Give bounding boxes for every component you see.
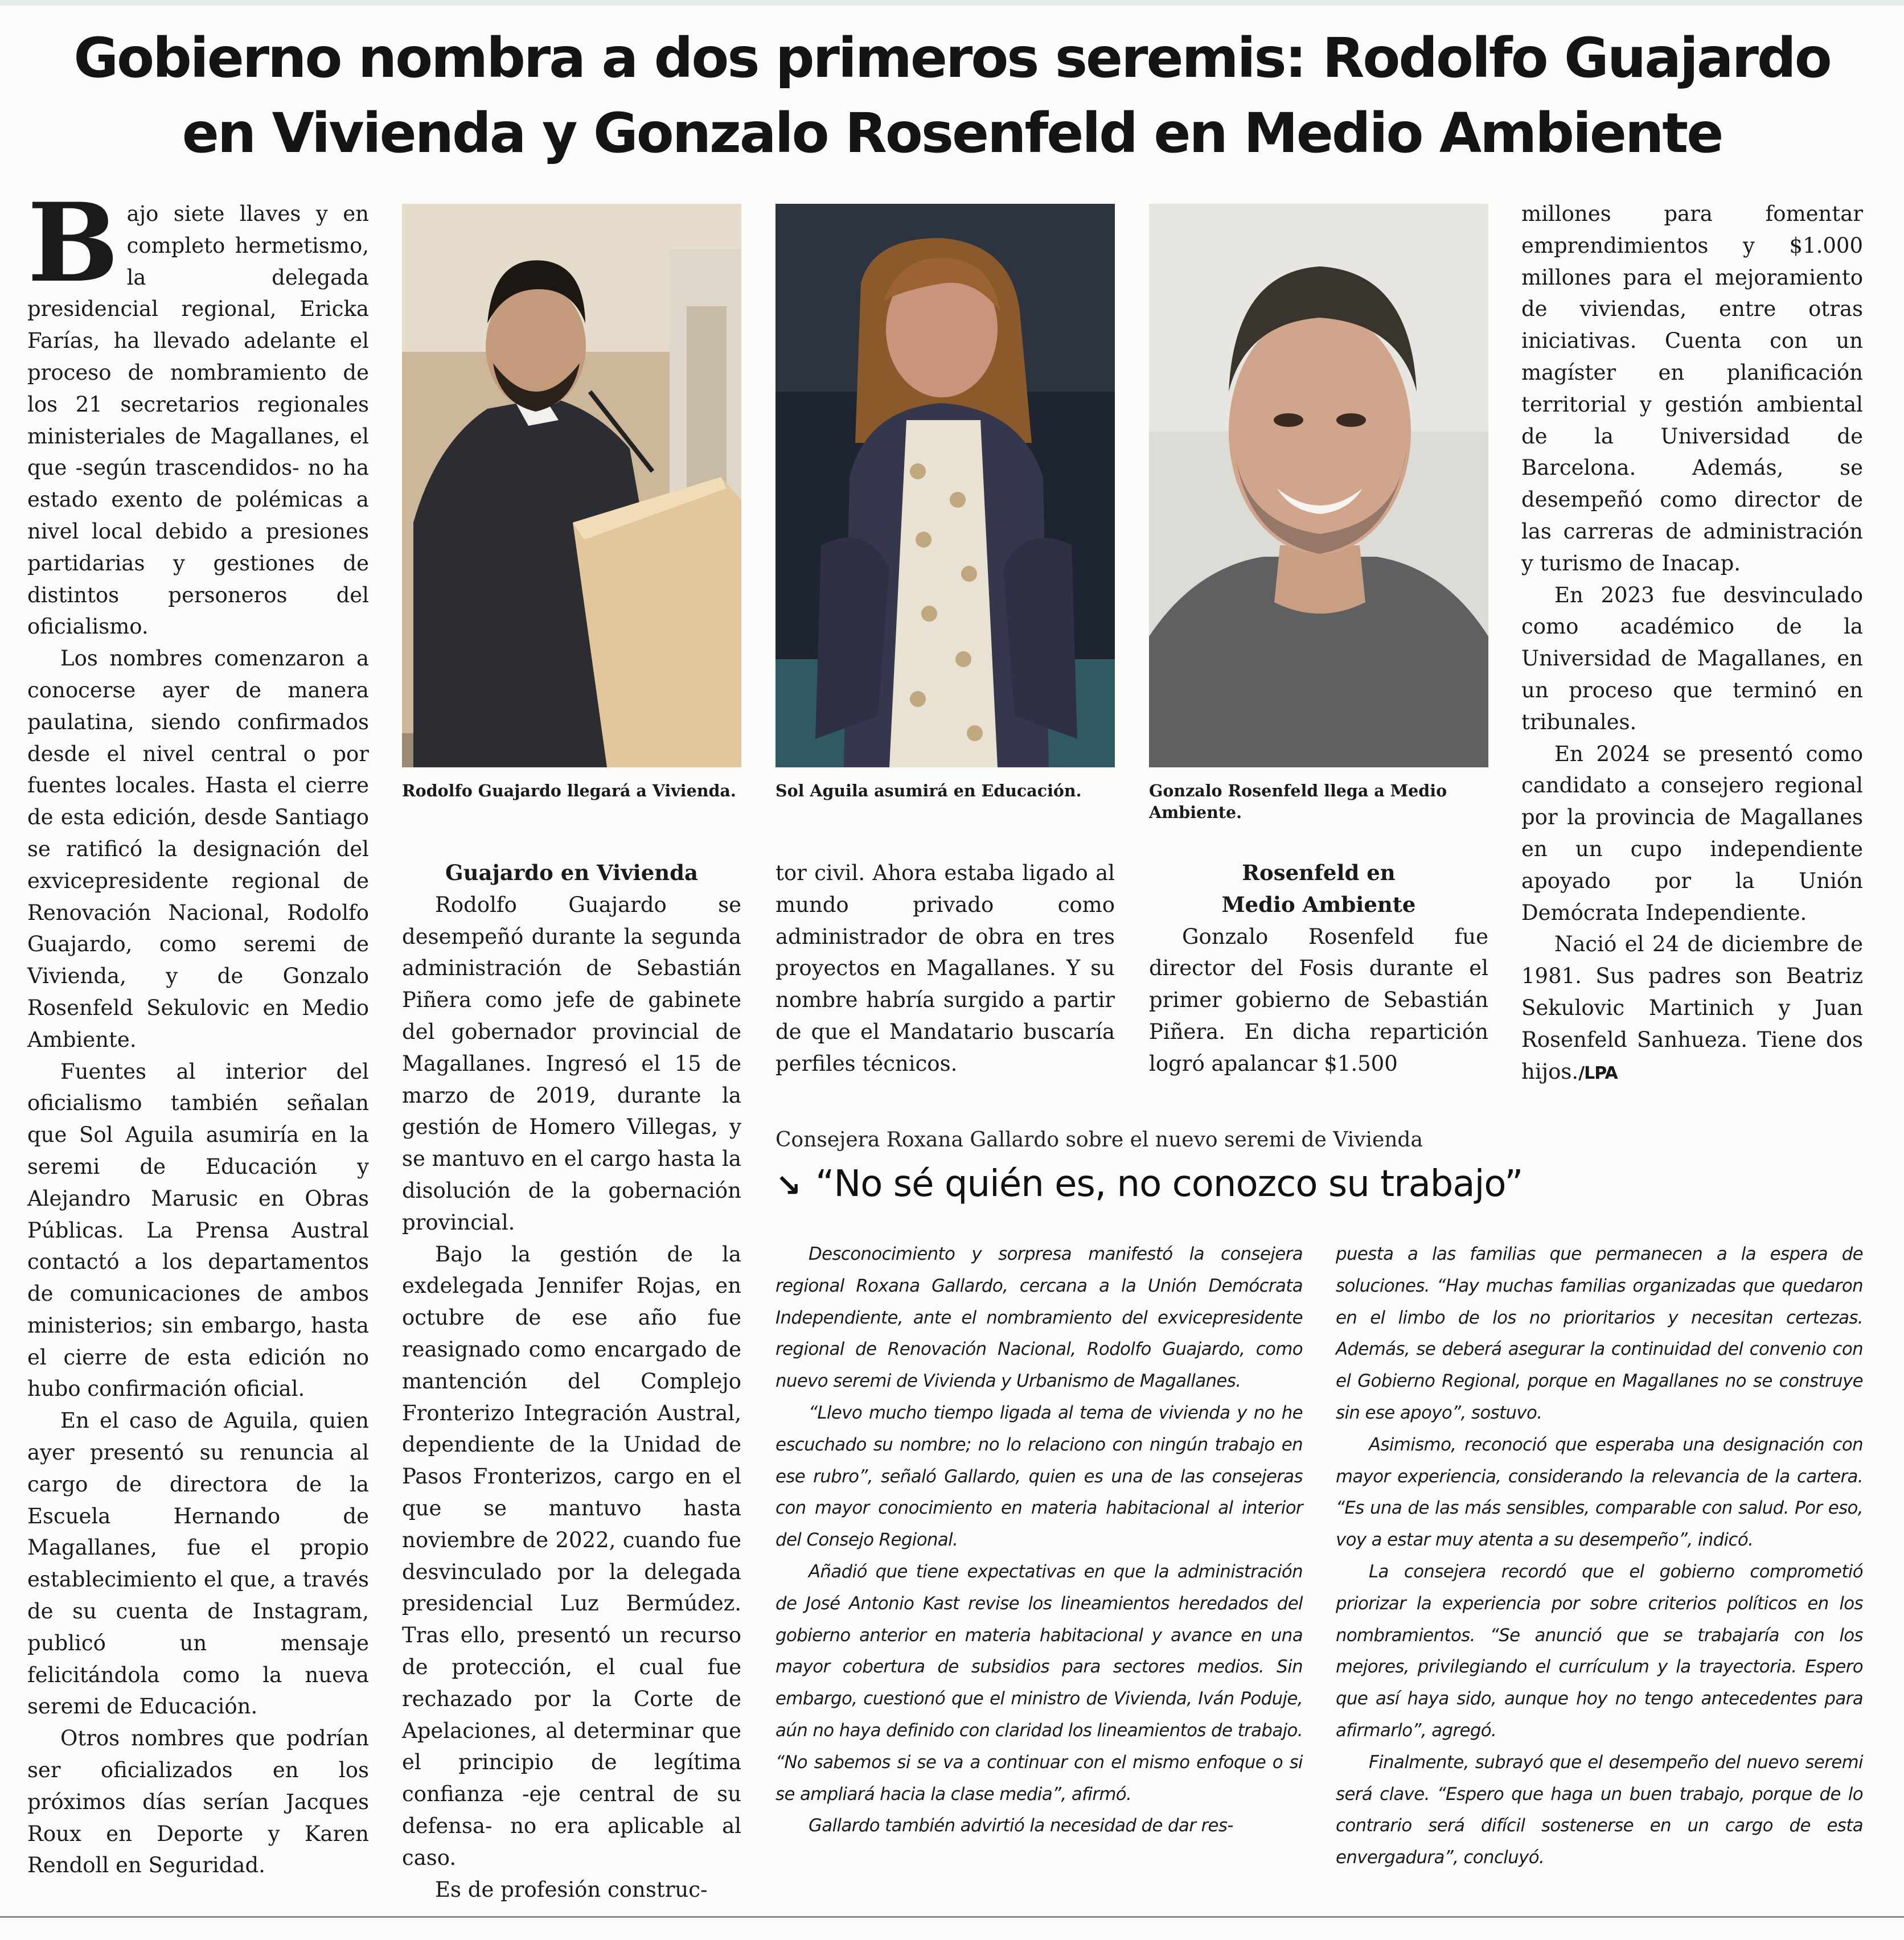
paragraph: En 2023 fue desvinculado como académico de la Universidad de Magallanes, en un proceso que terminó en tribunales. [1521, 582, 1863, 734]
subhead-guajardo: Guajardo en Vivienda [445, 860, 699, 885]
lead-paragraph: Bajo siete llaves y en completo hermetismo, la delegada presidencial regional, Ericka Farías, ha llevado adelante el proceso de nombramiento de los 21 secretarios regionales ministeriales de Magallanes, el que -según trascendidos- no ha estado exento de polémicas a nivel local debido a presiones partidarias y gestiones de distintos personeros del oficialismo. [27, 179, 369, 639]
paragraph: Añadió que tiene expectativas en que la administración de José Antonio Kast revise los lineamientos heredados del gobierno anterior en materia habitacional y avance en una mayor cobertura de subsidios para sectores medios. Sin embargo, cuestionó que el ministro de Vivienda, Iván Poduje, aún no haya definido con claridad los lineamientos de trabajo. “No sabemos si se va a continuar con el mismo enfoque o si se ampliará hacia la clase media”, afirmó. [775, 1561, 1303, 1805]
sidebar-kicker: Consejera Roxana Gallardo sobre el nuevo seremi de Vivienda [775, 1128, 1423, 1152]
paragraph: Los nombres comenzaron a conocerse ayer de manera paulatina, siendo confirmados desde el nivel central o por fuentes locales. Hasta el cierre de esta edición, desde Santiago se ratificó la designación del exvicepresidente regional de Renovación Nacional, Rodolfo Guajardo, como seremi de Vivienda, y de Gonzalo Rosenfeld Sekulovic en Medio Ambiente. [27, 646, 369, 1052]
paragraph: puesta a las familias que permanecen a la espera de soluciones. “Hay muchas familias organizadas que quedaron en el limbo de los no prioritarios y necesitan certezas. Además, se deberá asegurar la continuidad del convenio con el Gobierno Regional, porque en Magallanes no se construye sin ese apoyo”, sostuvo. [1336, 1244, 1863, 1423]
photo-rosenfeld [1149, 204, 1488, 767]
sidebar-column-left [775, 1239, 1303, 1842]
article-column-4 [1149, 857, 1488, 1080]
top-color-band [0, 0, 1904, 6]
paragraph: Es de profesión construc- [435, 1877, 708, 1902]
photo-guajardo [402, 204, 741, 767]
photo-aguila [775, 204, 1115, 767]
sidebar-quote-headline: ↘ “No sé quién es, no conozco su trabajo” [775, 1163, 1523, 1205]
paragraph: En 2024 se presentó como candidato a consejero regional por la provincia de Magallanes en un cupo independiente apoyado por la Unión Demócrata Independiente. [1521, 741, 1863, 925]
paragraph: Rodolfo Guajardo se desempeñó durante la segunda administración de Sebastián Piñera como jefe de gabinete del gobernador provincial de Magallanes. Ingresó el 15 de marzo de 2019, durante la gestión de Homero Villegas, y se mantuvo en el cargo hasta la disolución de la gobernación provincial. [402, 892, 741, 1235]
caption-aguila: Sol Aguila asumirá en Educación. [775, 781, 1082, 800]
headline-line-2: en Vivienda y Gonzalo Rosenfeld en Medio Ambiente [182, 101, 1722, 165]
paragraph: tor civil. Ahora estaba ligado al mundo privado como administrador de obra en tres proyectos en Magallanes. Y su nombre habría surgido a partir de que el Mandatario buscaría perfiles técnicos. [775, 861, 1115, 1076]
sidebar-column-right [1336, 1239, 1863, 1874]
paragraph: millones para fomentar emprendimientos y $1.000 millones para el mejoramiento de viviendas, entre otras iniciativas. Cuenta con un magíster en planificación territorial y gestión ambiental de la Universidad de Barcelona. Además, se desempeñó como director de las carreras de administración y turismo de Inacap. [1521, 202, 1863, 576]
article-column-5 [1521, 198, 1863, 1089]
drop-cap: B [27, 179, 119, 306]
caption-rosenfeld: Gonzalo Rosenfeld llega a Medio Ambiente. [1149, 781, 1447, 822]
article-column-1 [27, 179, 369, 1881]
headline-line-1: Gobierno nombra a dos primeros seremis: Rodolfo Guajardo [73, 26, 1831, 90]
paragraph: Nació el 24 de diciembre de 1981. Sus padres son Beatriz Sekulovic Martinich y Juan Rosenfeld Sanhueza. Tiene dos hijos./LPA [1521, 932, 1863, 1084]
paragraph: Gallardo también advirtió la necesidad de dar res- [809, 1815, 1233, 1836]
paragraph: Gonzalo Rosenfeld fue director del Fosis durante el primer gobierno de Sebastián Piñera. En dicha repartición logró apalancar $1.500 [1149, 924, 1488, 1076]
paragraph: Desconocimiento y sorpresa manifestó la consejera regional Roxana Gallardo, cercana a la Unión Demócrata Independiente, ante el nombramiento del exvicepresidente regional de Renovación Nacional, Rodolfo Guajardo, como nuevo seremi de Vivienda y Urbanismo de Magallanes. [775, 1244, 1303, 1392]
arrow-icon: ↘ [775, 1168, 801, 1203]
caption-guajardo: Rodolfo Guajardo llegará a Vivienda. [402, 781, 736, 800]
paragraph: En el caso de Aguila, quien ayer presentó su renuncia al cargo de directora de la Escuela Hernando de Magallanes, fue el propio establecimiento el que, a través de su cuenta de Instagram, publicó un mensaje felicitándola como la nueva seremi de Educación. [27, 1408, 369, 1719]
paragraph: Otros nombres que podrían ser oficializados en los próximos días serían Jacques Roux en Deporte y Karen Rendoll en Seguridad. [27, 1726, 369, 1878]
paragraph: Finalmente, subrayó que el desempeño del nuevo seremi será clave. “Espero que haga un buen trabajo, porque de lo contrario será difícil sostenerse en un cargo de esta envergadura”, concluyó. [1336, 1752, 1863, 1868]
paragraph: Asimismo, reconoció que esperaba una designación con mayor experiencia, considerando la relevancia de la cartera. “Es una de las más sensibles, comparable con salud. Por eso, voy a estar muy atenta a su desempeño”, indicó. [1336, 1434, 1863, 1551]
paragraph: Fuentes al interior del oficialismo también señalan que Sol Aguila asumiría en la seremi de Educación y Alejandro Marusic en Obras Públicas. La Prensa Austral contactó a los departamentos de comunicaciones de ambos ministerios; sin embargo, hasta el cierre de esta edición no hubo confirmación oficial. [27, 1059, 369, 1401]
subhead-rosenfeld: Rosenfeld en Medio Ambiente [1221, 860, 1416, 917]
article-column-3 [775, 857, 1115, 1080]
paragraph: “Llevo mucho tiempo ligada al tema de vivienda y no he escuchado su nombre; no lo relaciono con ningún trabajo en ese rubro”, señaló Gallardo, quien es una de las consejeras con mayor conocimiento en materia habitacional al interior del Consejo Regional. [775, 1402, 1303, 1551]
author-signature: /LPA [1578, 1063, 1618, 1083]
paragraph: La consejera recordó que el gobierno comprometió priorizar la experiencia por sobre criterios políticos en los nombramientos. “Se anunció que se trabajaría con los mejores, privilegiando el currículum y la trayectoria. Espero que así haya sido, aunque hoy no tengo antecedentes para afirmarlo”, agregó. [1336, 1561, 1863, 1741]
article-column-2 [402, 857, 741, 1905]
bottom-rule [0, 1916, 1904, 1918]
headline [17, 20, 1887, 171]
paragraph: Bajo la gestión de la exdelegada Jennifer Rojas, en octubre de ese año fue reasignado como encargado de mantención del Complejo Fronterizo Integración Austral, dependiente de la Unidad de Pasos Fronterizos, cargo en el que se mantuvo hasta noviembre de 2022, cuando fue desvinculado por la delegada presidencial Luz Bermúdez. Tras ello, presentó un recurso de protección, el cual fue rechazado por la Corte de Apelaciones, al determinar que el principio de legítima confianza -eje central de su defensa- no era aplicable al caso. [402, 1242, 741, 1870]
